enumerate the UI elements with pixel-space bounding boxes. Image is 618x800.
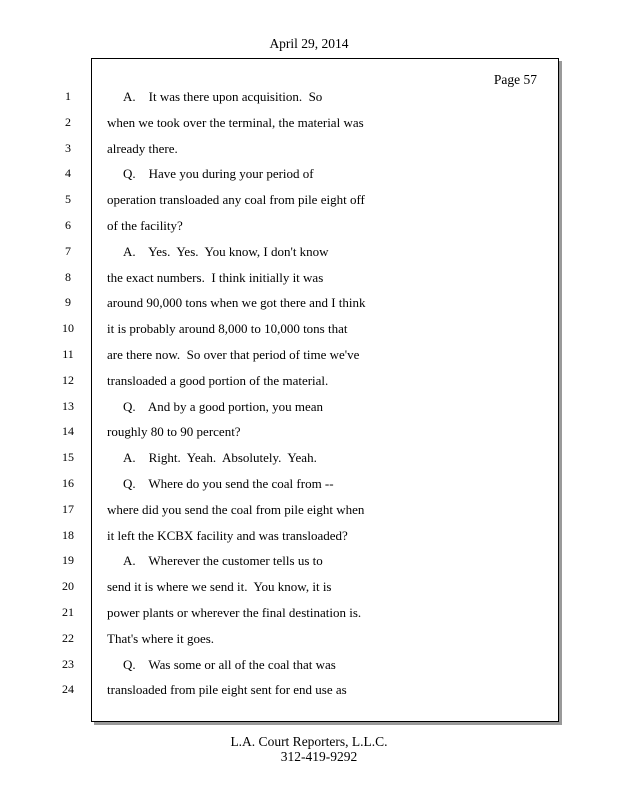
line-number: 8 (65, 269, 71, 284)
line-number: 21 (62, 605, 74, 619)
line-number: 23 (62, 656, 74, 671)
transcript-line: send it is where we send it. You know, it is (107, 579, 332, 595)
transcript-line: A. Wherever the customer tells us to (123, 553, 323, 569)
line-number: 16 (62, 476, 74, 490)
line-number: 17 (62, 501, 74, 516)
line-number: 11 (62, 347, 74, 361)
transcript-line: A. It was there upon acquisition. So (123, 89, 323, 104)
transcript-line: transloaded a good portion of the material. (107, 372, 329, 388)
transcript-line: are there now. So over that period of time we've (107, 347, 360, 362)
transcript-line: roughly 80 to 90 percent? (107, 424, 241, 440)
transcript-line: already there. (107, 140, 178, 156)
line-number: 22 (62, 630, 74, 645)
line-number: 6 (65, 218, 71, 232)
line-number: 19 (62, 553, 74, 568)
line-number: 18 (62, 527, 74, 542)
line-number: 14 (62, 424, 74, 439)
line-number: 4 (65, 166, 71, 181)
transcript-line: it is probably around 8,000 to 10,000 tons that (107, 321, 348, 337)
line-number: 13 (62, 398, 74, 413)
transcript-line: when we took over the terminal, the material was (107, 114, 364, 130)
page-number: Page 57 (493, 72, 537, 87)
line-number: 24 (62, 682, 74, 697)
transcript-line: Q. Where do you send the coal from -- (123, 476, 334, 491)
line-number: 15 (62, 450, 74, 465)
line-number: 3 (65, 140, 71, 155)
reporter-company: L.A. Court Reporters, L.L.C. (230, 734, 388, 749)
transcript-line: That's where it goes. (107, 630, 215, 646)
transcript-line: transloaded from pile eight sent for end use as (107, 682, 347, 698)
transcript-line: power plants or wherever the final destination is. (107, 605, 362, 620)
line-number: 12 (62, 372, 74, 387)
transcript-line: A. Yes. Yes. You know, I don't know (123, 243, 329, 259)
transcript-line: where did you send the coal from pile eight when (107, 501, 365, 517)
transcript-line: Q. Have you during your period of (123, 166, 314, 182)
transcript-line: the exact numbers. I think initially it was (107, 269, 324, 285)
line-number: 9 (65, 295, 71, 310)
transcript-line: it left the KCBX facility and was transloaded? (107, 527, 348, 543)
transcript-line: of the facility? (107, 218, 183, 233)
transcript-page (91, 58, 559, 722)
transcript-line: A. Right. Yeah. Absolutely. Yeah. (123, 450, 317, 466)
line-number: 5 (65, 192, 71, 207)
transcript-line: Q. Was some or all of the coal that was (123, 656, 336, 672)
line-number: 10 (62, 321, 74, 336)
line-number: 7 (65, 243, 71, 258)
line-number: 1 (65, 89, 71, 103)
transcript-line: Q. And by a good portion, you mean (123, 398, 324, 414)
transcript-line: around 90,000 tons when we got there and I think (107, 295, 366, 311)
transcript-date: April 29, 2014 (269, 36, 349, 51)
reporter-phone: 312-419-9292 (280, 749, 358, 764)
transcript-line: operation transloaded any coal from pile eight off (107, 192, 365, 208)
line-number: 2 (65, 114, 71, 129)
line-number: 20 (62, 579, 74, 594)
